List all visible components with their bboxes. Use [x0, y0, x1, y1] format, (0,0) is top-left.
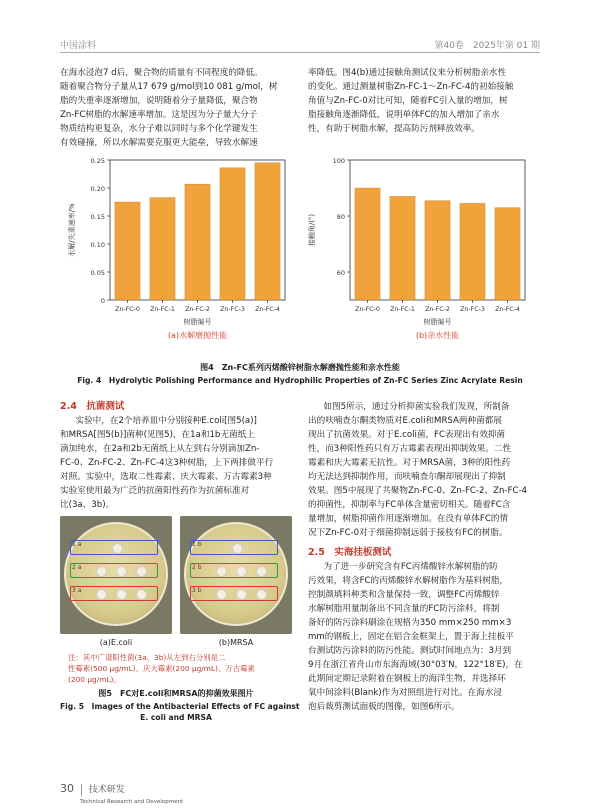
text-line: Zn-FC树脂的水解速率增加。这是因为分子量大分子	[60, 110, 258, 120]
y-tick-label: 60	[336, 269, 345, 277]
text-line: 况下Zn-FC-0对于细菌抑制远弱于接枝有FC的树脂。	[308, 528, 508, 538]
fig5-caption-cn: 图5 FC对E.coli和MRSA的抑菌效果图片	[98, 689, 254, 698]
fig4-caption-en: Fig. 4 Hydrolytic Polishing Performance and Hydrophilic Properties of Zn-FC Series Zinc Acrylate Resin	[77, 376, 523, 385]
footer-section: 技术研发	[88, 785, 125, 795]
text-line: 水解树脂用量制备出不同含量的FC防污涂料，将制	[308, 604, 500, 614]
section-2-5-title: 2.5 实海挂板测试	[308, 547, 392, 558]
plate-ecoli-photo	[60, 516, 172, 634]
plate-label: 1 b	[192, 541, 202, 548]
text-line: 如图5所示，通过分析抑菌实验我们发现，所制备	[323, 402, 510, 412]
plate-label: 2 a	[72, 564, 82, 571]
text-line: 脂接触角逐渐降低，说明单体FC的加入增加了亲水	[308, 110, 500, 120]
y-tick-label: 0.20	[90, 185, 105, 193]
text-line: 随着聚合物分子量从17 679 g/mol到10 081 g/mol，树	[60, 82, 278, 92]
fig5-label-b: (b)MRSA	[218, 638, 254, 647]
text-line: 在海水浸泡7 d后，聚合物的质量有不同程度的降低。	[60, 68, 263, 78]
text-line: 的抑菌性，抑制率与FC单体含量密切相关。随着FC含	[308, 500, 511, 510]
y-tick-label: 0.10	[90, 241, 105, 249]
x-axis-label: 树脂编号	[423, 318, 452, 326]
text-line: 效果。图5中展现了共聚物Zn-FC-0、Zn-FC-2、Zn-FC-4	[308, 486, 528, 496]
x-tick-label: Zn-FC-3	[220, 306, 245, 313]
text-line: 对照。实验中，选取二性霉素、庆大霉素、万古霉素3种	[60, 472, 272, 482]
y-tick-label: 0.05	[90, 269, 105, 277]
text-line: 性，而3种阳性药只有万古霉素表现出抑制效果。二性	[308, 444, 512, 454]
section-2-4-title: 2.4 抗菌测试	[60, 401, 125, 412]
text-line: 和MRSA[图5(b)]菌种(见图5)，在1a和1b无菌纸上	[60, 430, 255, 440]
x-tick-label: Zn-FC-4	[495, 306, 520, 313]
bar	[390, 196, 415, 300]
footer-section-en: Technical Research and Development	[80, 798, 184, 805]
text-line: FC-0、Zn-FC-2、Zn-FC-4这3种树脂，上下两排做平行	[60, 458, 274, 468]
fig5-note	[68, 652, 292, 685]
text-line: 物质结构更复杂，水分子难以同时与多个化学键发生	[60, 124, 258, 134]
text-line: 性，有助于树脂水解，提高防污剂释放效率。	[308, 124, 480, 134]
y-tick-label: 0.15	[90, 213, 105, 221]
text-line: 实验中，在2个培养皿中分别接种E.coli[图5(a)]	[75, 416, 257, 426]
plate-label: 3 b	[192, 587, 202, 594]
plate-label: 1 a	[72, 541, 82, 548]
figure-4	[60, 150, 540, 358]
text-line: 性霉素(500 μg/mL)、庆大霉素(200 μg/mL)、万古霉素	[68, 664, 255, 673]
bar	[185, 184, 210, 300]
x-tick-label: Zn-FC-4	[255, 306, 280, 313]
text-line: 霉素和庆大霉素无抗性。对于MRSA菌，3种的阳性药	[308, 458, 511, 468]
text-line: 氧中间涂料(Blank)作为对照组进行对比。在海水浸	[308, 688, 502, 698]
y-tick-label: 100	[332, 157, 345, 165]
bar	[355, 188, 380, 300]
text-line: 污效果，将含FC的丙烯酸锌水解树脂作为基料树脂，	[308, 576, 509, 586]
left-top-text	[60, 66, 292, 150]
text-line: 9月在浙江省舟山市东海海域(30°03′N，122°18′E)，在	[308, 660, 523, 670]
text-line: 有效碰撞，所以水解需要克服更大能垒，导致水解速	[60, 138, 258, 148]
text-line: 注：其中广谱阳性菌(3a、3b)从左到右分别是二	[68, 653, 226, 662]
text-line: 此期间定期记录附着在钢板上的海洋生物，并选择环	[308, 674, 506, 684]
x-tick-label: Zn-FC-1	[390, 306, 415, 313]
section-2-4	[60, 400, 292, 512]
bar	[220, 168, 245, 300]
page-header	[0, 0, 600, 50]
bar	[495, 208, 520, 300]
volume-info: 第40卷 2025年第 01 期	[434, 41, 540, 51]
text-line: 为了进一步研究含有FC丙烯酸锌水解树脂的防	[323, 562, 498, 572]
subcaption: (b)亲水性能	[415, 331, 460, 340]
right-top-text	[308, 66, 540, 136]
text-line: 控制颜填料种类和含量保持一致，调整FC丙烯酸锌	[308, 590, 500, 600]
bar	[150, 198, 175, 300]
x-tick-label: Zn-FC-3	[460, 306, 485, 313]
y-tick-label: 0	[100, 297, 105, 305]
text-line: 均无法达到抑制作用，而呋喃查尔酮却展现出了抑制	[308, 472, 506, 482]
text-line: 比(3a、3b)。	[60, 500, 115, 510]
x-axis-label: 树脂编号	[183, 318, 212, 326]
text-line: 率降低。图4(b)通过接触角测试仪来分析树脂亲水性	[308, 68, 507, 78]
chart-b	[300, 150, 540, 358]
bar	[255, 163, 280, 300]
plate-mrsa-photo	[180, 516, 292, 634]
header-rule	[60, 52, 540, 53]
bar	[115, 202, 140, 300]
plate-label: 2 b	[192, 564, 202, 571]
fig5-caption-en	[60, 701, 300, 723]
y-axis-label: 水解/失重速率/%	[68, 203, 76, 257]
page-number: 30	[60, 782, 74, 795]
bar	[460, 203, 485, 300]
right-mid-text	[308, 400, 540, 540]
text-line: 现出了抗菌效果。对于E.coli菌，FC表现出有效抑菌	[308, 430, 506, 440]
x-tick-label: Zn-FC-2	[185, 306, 210, 313]
x-tick-label: Zn-FC-2	[425, 306, 450, 313]
fig4-caption-cn: 图4 Zn-FC系列丙烯酸锌树脂水解磨抛性能和亲水性能	[200, 363, 400, 372]
x-tick-label: Zn-FC-1	[150, 306, 175, 313]
text-line: mm的钢板上，固定在铝合金框架上，置于海上挂板平	[308, 632, 514, 642]
journal-name: 中国涂料	[60, 41, 97, 51]
text-line: 台测试防污涂料的防污性能。测试时间地点为：3月到	[308, 646, 512, 656]
fig5-label-a: (a)E.coli	[99, 638, 133, 647]
y-tick-label: 80	[336, 213, 345, 221]
bar	[425, 201, 450, 300]
text-line: 备好的防污涂料刷涂在规格为350 mm×250 mm×3	[308, 618, 512, 628]
text-line: 角值与Zn-FC-0对比可知，随着FC引入量的增加，树	[308, 96, 508, 106]
text-line: 脂的失重率逐渐增加，说明随着分子量降低，聚合物	[60, 96, 258, 106]
text-line: Fig. 5 Images of the Antibacterial Effects of FC against	[60, 702, 300, 711]
page-footer	[60, 782, 183, 806]
y-tick-label: 0.25	[90, 157, 105, 165]
text-line: 实验室使用最为广泛的抗菌阳性药作为抗菌标准对	[60, 486, 250, 496]
text-line: 泡后裁剪测试面板的图像，如图6所示。	[308, 702, 460, 712]
text-line: 滴加纯水，在2a和2b无菌纸上从左到右分别滴加Zn-	[60, 444, 260, 454]
plate-label: 3 a	[72, 587, 82, 594]
text-line: 出的呋喃查尔酮类物质对E.coli和MRSA两种菌都展	[308, 416, 502, 426]
section-2-5	[308, 546, 540, 714]
text-line: 量增加，树脂抑菌作用逐渐增加。在没有单体FC的情	[308, 514, 509, 524]
subcaption: (a)水解磨抛性能	[167, 331, 228, 340]
x-tick-label: Zn-FC-0	[115, 306, 140, 313]
chart-a	[60, 150, 300, 358]
y-axis-label: 接触角/(°)	[308, 213, 316, 247]
text-line: 的变化。通过测量树脂Zn-FC-1～Zn-FC-4的初始接触	[308, 82, 514, 92]
text-line: E. coli and MRSA	[140, 713, 212, 722]
text-line: (200 μg/mL)。	[68, 675, 121, 684]
x-tick-label: Zn-FC-0	[355, 306, 380, 313]
